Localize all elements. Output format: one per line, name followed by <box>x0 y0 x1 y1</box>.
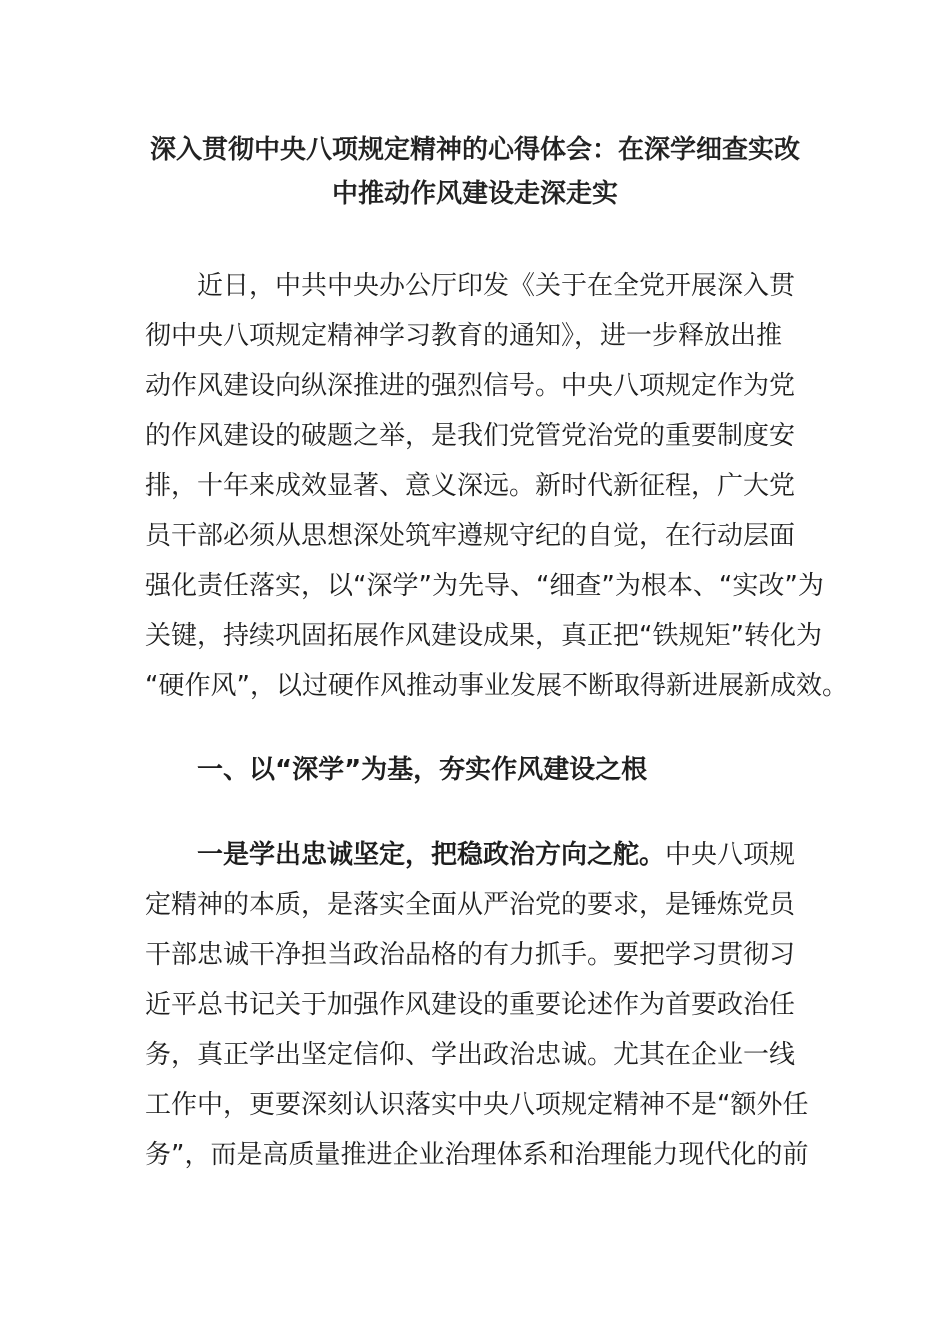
document-title <box>120 128 830 216</box>
paragraph-line: 近日，中共中央办公厅印发《关于在全党开展深入贯 <box>197 271 796 301</box>
paragraph-line: 彻中央八项规定精神学习教育的通知》，进一步释放出推 <box>145 321 783 351</box>
lead-sentence-bold: 一是学出忠诚坚定，把稳政治方向之舵。 <box>197 840 666 870</box>
paragraph-line: 强化责任落实，以“深学”为先导、“细查”为根本、“实改”为 <box>145 571 824 601</box>
title-line-1: 深入贯彻中央八项规定精神的心得体会：在深学细查实改 <box>149 135 800 165</box>
lead-line-rest: 中央八项规 <box>665 840 796 870</box>
paragraph-line: 近平总书记关于加强作风建设的重要论述作为首要政治任 <box>145 990 796 1020</box>
paragraph-line: 关键，持续巩固拓展作风建设成果，真正把“铁规矩”转化为 <box>145 621 822 651</box>
paragraph-line: “硬作风”，以过硬作风推动事业发展不断取得新进展新成效。 <box>145 671 848 701</box>
paragraph-line: 的作风建设的破题之举，是我们党管党治党的重要制度安 <box>145 421 796 451</box>
paragraph-line <box>145 830 825 880</box>
section-heading-1: 一、以“深学”为基，夯实作风建设之根 <box>197 755 648 785</box>
paragraph-line: 干部忠诚干净担当政治品格的有力抓手。要把学习贯彻习 <box>145 940 796 970</box>
paragraph-line: 工作中，更要深刻认识落实中央八项规定精神不是“额外任 <box>145 1090 809 1120</box>
paragraph-line: 务”，而是高质量推进企业治理体系和治理能力现代化的前 <box>145 1140 809 1170</box>
paragraph-line: 务，真正学出坚定信仰、学出政治忠诚。尤其在企业一线 <box>145 1040 796 1070</box>
paragraph-line: 动作风建设向纵深推进的强烈信号。中央八项规定作为党 <box>145 371 796 401</box>
paragraph-line: 排，十年来成效显著、意义深远。新时代新征程，广大党 <box>145 471 796 501</box>
paragraph-line: 定精神的本质，是落实全面从严治党的要求，是锤炼党员 <box>145 890 796 920</box>
paragraph-intro <box>145 261 848 711</box>
paragraph-section1-point1 <box>145 830 825 1180</box>
title-line-2: 中推动作风建设走深走实 <box>331 179 618 209</box>
paragraph-line: 员干部必须从思想深处筑牢遵规守纪的自觉，在行动层面 <box>145 521 796 551</box>
